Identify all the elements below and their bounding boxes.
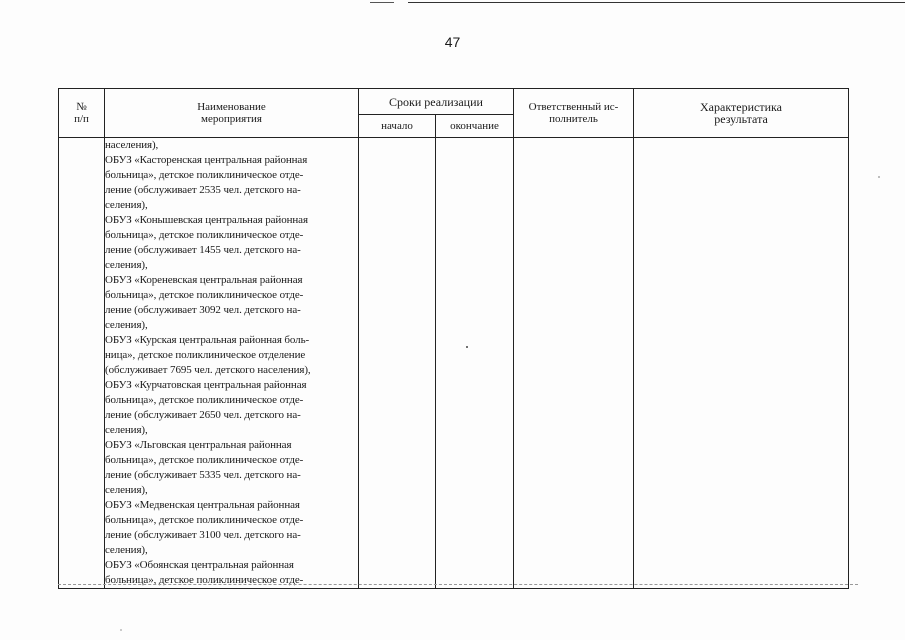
table-row <box>59 138 849 589</box>
name-line: ница», детское поликлиническое отделение <box>105 349 306 361</box>
col-header-name-line: мероприятия <box>201 113 262 125</box>
col-header-result-line: Характеристика <box>700 100 782 114</box>
page-number: 47 <box>444 34 461 50</box>
name-line: ление (обслуживает 2650 чел. детского на- <box>105 409 301 421</box>
col-header-number-line: № <box>76 101 87 113</box>
col-header-executor <box>514 89 634 138</box>
name-line: ление (обслуживает 3100 чел. детского на- <box>105 529 301 541</box>
col-header-name <box>105 89 359 138</box>
col-header-number-line: п/п <box>74 113 89 125</box>
cell-start <box>359 138 436 589</box>
cell-result <box>634 138 849 589</box>
col-header-start: начало <box>359 115 436 138</box>
name-line: больница», детское поликлиническое отде- <box>105 454 304 466</box>
col-header-result-line: результата <box>714 112 768 126</box>
header-row <box>59 89 849 115</box>
name-line: ление (обслуживает 3092 чел. детского на- <box>105 304 301 316</box>
scan-top-line <box>408 2 905 3</box>
col-header-number <box>59 89 105 138</box>
name-line: ОБУЗ «Медвенская центральная районная <box>105 499 300 511</box>
cell-name <box>105 138 359 589</box>
scan-speck <box>878 176 880 178</box>
name-line: ОБУЗ «Курчатовская центральная районная <box>105 379 307 391</box>
cell-executor <box>514 138 634 589</box>
name-line: селения), <box>105 259 148 271</box>
name-line: (обслуживает 7695 чел. детского населения), <box>105 364 311 376</box>
name-line: ОБУЗ «Обоянская центральная районная <box>105 559 294 571</box>
name-line: селения), <box>105 544 148 556</box>
cell-end <box>436 138 514 589</box>
col-header-period: Сроки реализации <box>359 89 514 115</box>
col-header-executor-line: полнитель <box>549 113 598 125</box>
name-line: ОБУЗ «Касторенская центральная районная <box>105 154 308 166</box>
col-header-end: окончание <box>436 115 514 138</box>
name-line: селения), <box>105 319 148 331</box>
scan-top-line <box>370 2 394 3</box>
name-line: ление (обслуживает 5335 чел. детского на- <box>105 469 301 481</box>
col-header-result <box>634 89 849 138</box>
name-line: населения), <box>105 139 159 151</box>
name-line: ОБУЗ «Конышевская центральная районная <box>105 214 308 226</box>
cell-number <box>59 138 105 589</box>
col-header-executor-line: Ответственный ис- <box>528 101 619 113</box>
name-line: больница», детское поликлиническое отде- <box>105 169 304 181</box>
name-line: больница», детское поликлиническое отде- <box>105 289 304 301</box>
scan-speck <box>466 346 468 348</box>
name-line: ОБУЗ «Курская центральная районная боль- <box>105 334 310 346</box>
name-line: больница», детское поликлиническое отде- <box>105 394 304 406</box>
scan-speck <box>120 629 122 631</box>
name-line: ление (обслуживает 2535 чел. детского на- <box>105 184 301 196</box>
name-line: ОБУЗ «Кореневская центральная районная <box>105 274 303 286</box>
name-line: ление (обслуживает 1455 чел. детского на- <box>105 244 301 256</box>
activities-table <box>58 88 849 589</box>
name-line: селения), <box>105 424 148 436</box>
name-line: селения), <box>105 484 148 496</box>
scan-dashed-line <box>58 584 858 585</box>
col-header-name-line: Наименование <box>197 101 266 113</box>
name-line: ОБУЗ «Льговская центральная районная <box>105 439 292 451</box>
name-line: больница», детское поликлиническое отде- <box>105 514 304 526</box>
name-line: селения), <box>105 199 148 211</box>
name-line: больница», детское поликлиническое отде- <box>105 574 304 586</box>
name-line: больница», детское поликлиническое отде- <box>105 229 304 241</box>
